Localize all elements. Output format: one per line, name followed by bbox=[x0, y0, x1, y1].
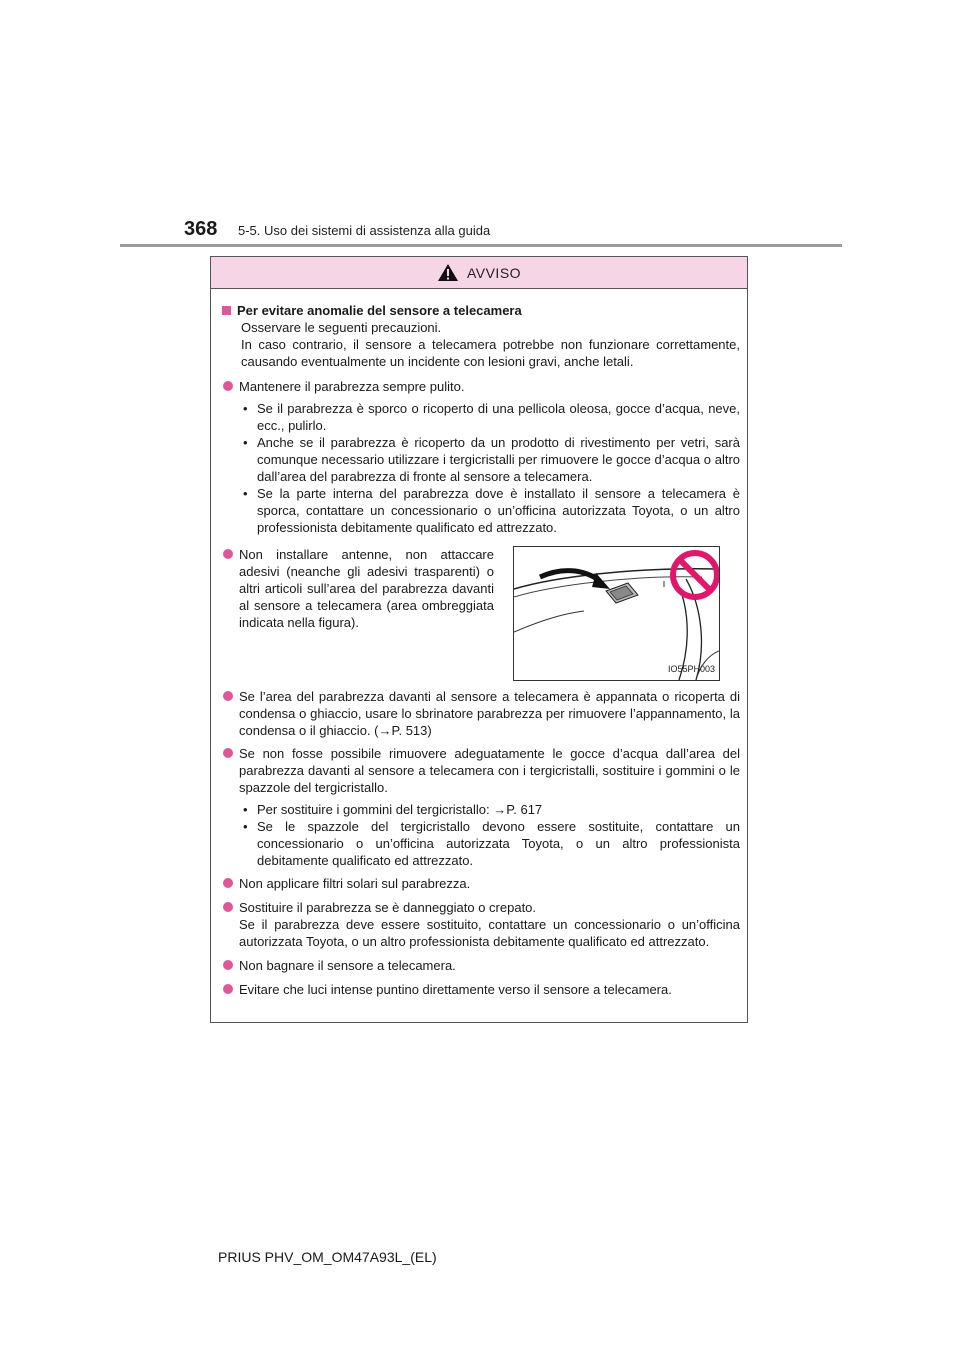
intro-text: Osservare le seguenti precauzioni. bbox=[241, 320, 442, 335]
warning-content bbox=[211, 289, 747, 998]
intro-text-consequence: In caso contrario, il sensore a telecamera potrebbe non funzionare correttamente, causando eventualmente un incidente con lesioni gravi, anche letali. bbox=[241, 337, 740, 369]
circle-bullet-icon bbox=[223, 878, 233, 888]
figure-row bbox=[222, 546, 740, 681]
list-item: Mantenere il parabrezza sempre pulito. bbox=[222, 378, 740, 395]
circle-bullet-icon bbox=[223, 549, 233, 559]
list-item: Se l’area del parabrezza davanti al sensore a telecamera è appannata o ricoperta di condensa o ghiaccio, usare lo sbrinatore parabrezza per rimuovere l’appannamento, la condensa o il ghiaccio. (→P. 513) bbox=[222, 688, 740, 739]
warning-triangle-icon bbox=[437, 263, 459, 282]
list-item: Non applicare filtri solari sul parabrezza. bbox=[222, 875, 740, 892]
warning-box bbox=[210, 256, 748, 1023]
circle-bullet-icon bbox=[223, 691, 233, 701]
warning-header bbox=[211, 257, 747, 289]
sub-list bbox=[222, 400, 740, 536]
sub-list-item: • Se la parte interna del parabrezza dove è installato il sensore a telecamera è sporca, contattare un concessionario o un’officina autorizzata Toyota, o un altro professionista debitamente qualificato ed attrezzato. bbox=[243, 486, 740, 535]
sub-list-item: • Per sostituire i gommini del tergicristallo: →P. 617 bbox=[243, 802, 543, 817]
figure-code: IO55PH003 bbox=[667, 664, 715, 674]
section-title: 5-5. Uso dei sistemi di assistenza alla guida bbox=[238, 223, 491, 238]
sub-list-item: • Anche se il parabrezza è ricoperto da un prodotto di rivestimento per vetri, sarà comunque necessario utilizzare i tergicristalli per rimuovere le gocce d’acqua o altro dall’area del parabrezza di fronte al sensore a telecamera. bbox=[243, 435, 740, 484]
footer-model-code: PRIUS PHV_OM_OM47A93L_(EL) bbox=[218, 1249, 437, 1265]
warning-subhead: Per evitare anomalie del sensore a telecamera bbox=[222, 302, 740, 319]
square-bullet-icon bbox=[222, 306, 231, 315]
header-rule bbox=[120, 244, 842, 247]
sub-list-item: • Se il parabrezza è sporco o ricoperto di una pellicola oleosa, gocce d’acqua, neve, ecc., pulirlo. bbox=[243, 401, 740, 433]
circle-bullet-icon bbox=[223, 381, 233, 391]
sub-list bbox=[222, 801, 740, 869]
list-item: Se non fosse possibile rimuovere adeguatamente le gocce d’acqua dall’area del parabrezza davanti al sensore a telecamera con i tergicristalli, sostituire i gommini o le spazzole del tergicristallo. bbox=[222, 745, 740, 796]
list-item: Sostituire il parabrezza se è danneggiato o crepato. Se il parabrezza deve essere sostituito, contattare un concessionario o un’officina autorizzata Toyota, o un altro professionista debitamente qualificato ed attrezzato. bbox=[222, 899, 740, 950]
circle-bullet-icon bbox=[223, 748, 233, 758]
list-item: Evitare che luci intense puntino direttamente verso il sensore a telecamera. bbox=[222, 981, 740, 998]
warning-label: AVVISO bbox=[466, 264, 522, 281]
sub-list-item: • Se le spazzole del tergicristallo devono essere sostituite, contattare un concessionario o un’officina autorizzata Toyota, o un altro professionista debitamente qualificato ed attrezzato. bbox=[243, 819, 740, 868]
list-item: Non bagnare il sensore a telecamera. bbox=[222, 957, 740, 974]
circle-bullet-icon bbox=[223, 902, 233, 912]
list-item: Non installare antenne, non attaccare adesivi (neanche gli adesivi trasparenti) o altri articoli sull’area del parabrezza davanti al sensore a telecamera (area ombreggiata indicata nella figura). bbox=[222, 546, 494, 631]
circle-bullet-icon bbox=[223, 960, 233, 970]
windshield-camera-figure bbox=[513, 546, 720, 681]
page-number: 368 bbox=[184, 218, 218, 240]
circle-bullet-icon bbox=[223, 984, 233, 994]
